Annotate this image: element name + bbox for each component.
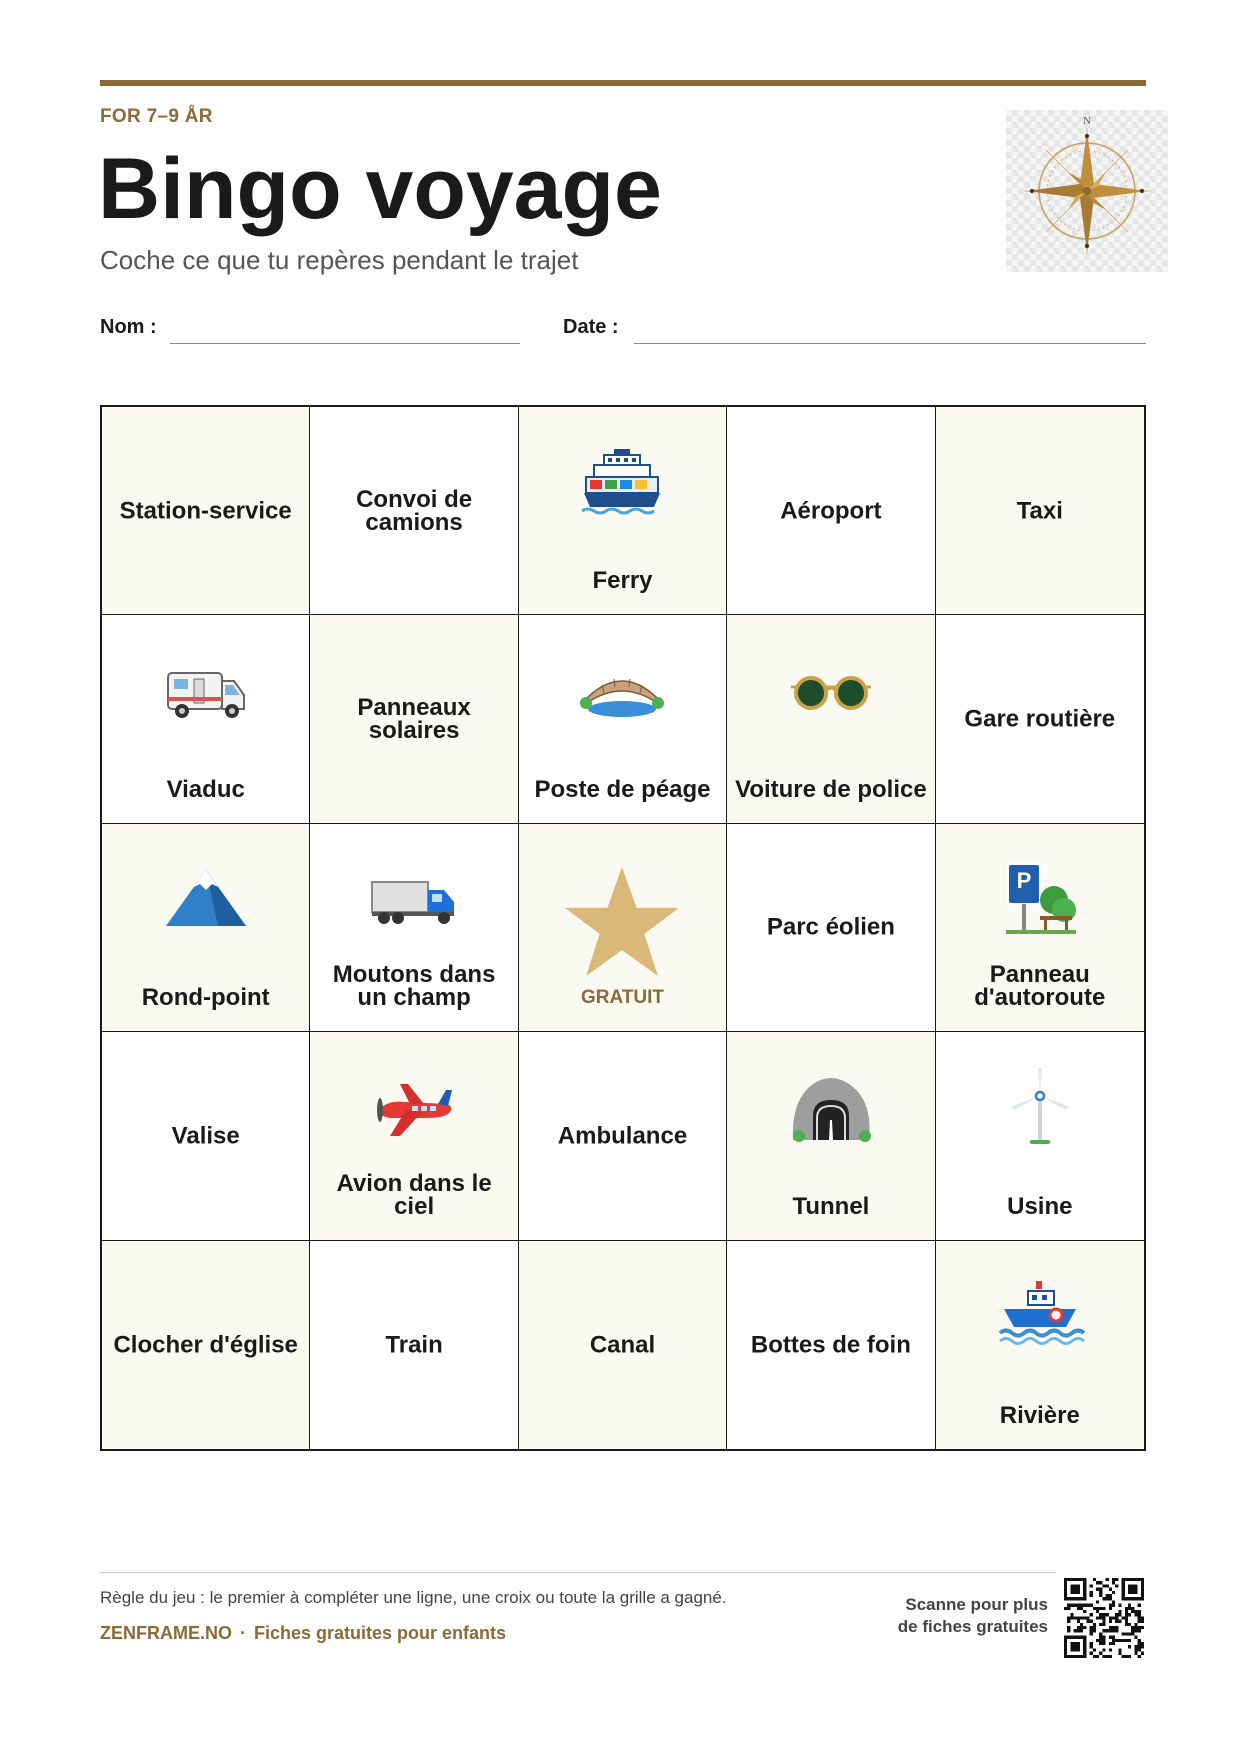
bingo-cell-label: Valise	[171, 1122, 240, 1150]
camper-van-icon	[158, 643, 254, 739]
bingo-cell-parc-eolien[interactable]	[727, 824, 935, 1032]
bingo-cell-clocher-d-eglise[interactable]	[102, 1241, 310, 1449]
name-input-line[interactable]	[170, 343, 520, 344]
bingo-cell-ambulance[interactable]	[519, 1032, 727, 1240]
bingo-cell-label: Viaduc	[166, 775, 245, 803]
truck-icon	[366, 852, 462, 948]
bingo-cell-label: Voiture de police	[735, 775, 927, 803]
bingo-cell-label: Panneau d'autoroute	[974, 961, 1106, 1012]
bingo-cell-station-service[interactable]	[102, 407, 310, 615]
bingo-cell-label: Tunnel	[792, 1192, 870, 1220]
bingo-cell-label: Rond-point	[141, 984, 270, 1012]
brand-tagline: Fiches gratuites pour enfants	[254, 1623, 507, 1643]
bingo-cell-moutons-dans-un-champ[interactable]	[310, 824, 518, 1032]
free-space-label: GRATUIT	[580, 987, 664, 1009]
bingo-cell-label: Parc éolien	[766, 913, 895, 941]
date-input-line[interactable]	[634, 343, 1146, 344]
bingo-cell-panneaux-solaires[interactable]	[310, 615, 518, 823]
compass-north-letter: N	[1083, 115, 1091, 127]
rest-area-sign-icon	[992, 852, 1088, 948]
bingo-cell-voiture-de-police[interactable]	[727, 615, 935, 823]
qr-code-icon[interactable]	[1064, 1578, 1144, 1658]
scan-line-2: de fiches gratuites	[897, 1617, 1048, 1636]
bingo-cell-panneau-d-autoroute[interactable]	[936, 824, 1144, 1032]
brand-separator: ·	[240, 1623, 246, 1643]
page-title: Bingo voyage	[98, 141, 662, 237]
bingo-cell-ferry[interactable]	[519, 407, 727, 615]
airplane-icon	[366, 1060, 462, 1156]
ferry-icon	[574, 435, 670, 531]
brand-name[interactable]: ZENFRAME.NO	[100, 1623, 232, 1643]
bingo-cell-riviere[interactable]	[936, 1241, 1144, 1449]
brand-line	[100, 1623, 506, 1644]
compass-icon	[1006, 110, 1168, 272]
bingo-cell-tunnel[interactable]	[727, 1032, 935, 1240]
bingo-cell-label: Clocher d'église	[113, 1331, 298, 1359]
bingo-cell-gratuit[interactable]	[519, 824, 727, 1032]
bingo-cell-viaduc[interactable]	[102, 615, 310, 823]
footer-divider	[100, 1572, 1056, 1573]
svg-text:P: P	[1016, 867, 1032, 893]
top-rule	[100, 80, 1146, 86]
bingo-cell-rond-point[interactable]	[102, 824, 310, 1032]
bingo-cell-label: Ferry	[592, 567, 653, 595]
bingo-cell-taxi[interactable]	[936, 407, 1144, 615]
bingo-cell-canal[interactable]	[519, 1241, 727, 1449]
bingo-cell-train[interactable]	[310, 1241, 518, 1449]
boat-icon	[992, 1269, 1088, 1365]
star-icon	[560, 862, 684, 986]
bridge-icon	[574, 643, 670, 739]
tunnel-icon	[783, 1060, 879, 1156]
sunglasses-icon	[783, 643, 879, 739]
bingo-grid	[100, 405, 1146, 1451]
age-label: FOR 7–9 ÅR	[100, 106, 213, 127]
bingo-cell-label: Aéroport	[780, 497, 882, 525]
bingo-cell-label: Rivière	[999, 1401, 1080, 1429]
page-subtitle: Coche ce que tu repères pendant le trajet	[100, 245, 579, 275]
bingo-cell-poste-de-peage[interactable]	[519, 615, 727, 823]
bingo-cell-label: Gare routière	[964, 705, 1116, 733]
bingo-cell-bottes-de-foin[interactable]	[727, 1241, 935, 1449]
bingo-cell-avion-dans-le-ciel[interactable]	[310, 1032, 518, 1240]
bingo-cell-label: Taxi	[1016, 497, 1063, 525]
bingo-cell-label: Usine	[1007, 1192, 1073, 1220]
bingo-cell-label: Moutons dans un champ	[332, 961, 496, 1012]
wind-turbine-icon	[992, 1060, 1088, 1156]
date-label: Date :	[563, 316, 619, 338]
bingo-cell-label: Bottes de foin	[750, 1331, 911, 1359]
bingo-cell-valise[interactable]	[102, 1032, 310, 1240]
bingo-cell-aeroport[interactable]	[727, 407, 935, 615]
bingo-cell-label: Train	[385, 1331, 443, 1359]
bingo-cell-label: Station-service	[119, 497, 292, 525]
bingo-cell-gare-routiere[interactable]	[936, 615, 1144, 823]
bingo-cell-label: Panneaux solaires	[357, 694, 471, 745]
bingo-cell-label: Avion dans le ciel	[336, 1169, 492, 1220]
bingo-cell-label: Poste de péage	[534, 775, 711, 803]
game-rule-text: Règle du jeu : le premier à compléter une ligne, une croix ou toute la grille a gagné.	[100, 1588, 727, 1607]
bingo-cell-label: Convoi de camions	[356, 485, 473, 536]
mountain-icon	[158, 852, 254, 948]
scan-text	[898, 1594, 1048, 1638]
bingo-cell-convoi-de-camions[interactable]	[310, 407, 518, 615]
name-label: Nom :	[100, 316, 157, 338]
scan-line-1: Scanne pour plus	[905, 1595, 1048, 1614]
bingo-cell-label: Ambulance	[557, 1122, 688, 1150]
bingo-cell-usine[interactable]	[936, 1032, 1144, 1240]
bingo-cell-label: Canal	[589, 1331, 656, 1359]
